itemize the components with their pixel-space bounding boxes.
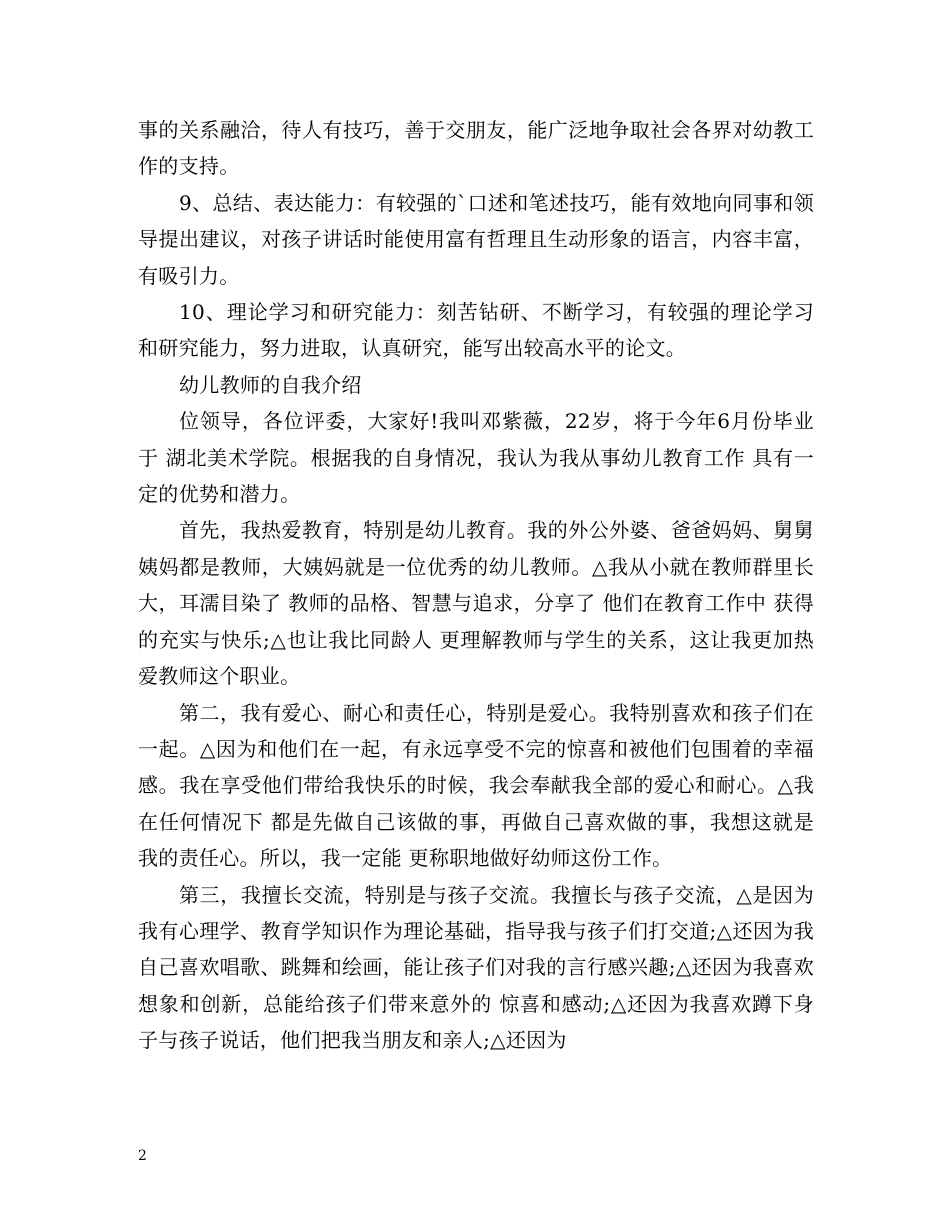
page-number: 2 <box>138 1148 147 1164</box>
body-text <box>138 112 814 1059</box>
paragraph: 首先，我热爱教育，特别是幼儿教育。我的外公外婆、爸爸妈妈、舅舅姨妈都是教师，大姨妈就是一位优秀的幼儿教师。△我从小就在教师群里长大，耳濡目染了 教师的品格、智慧与追求，分享了 他们在教育工作中 获得的充实与快乐;△也让我比同龄人 更理解教师与学生的关系，这让我更加热爱教师这个职业。 <box>138 518 814 689</box>
paragraph: 第二，我有爱心、耐心和责任心，特别是爱心。我特别喜欢和孩子们在一起。△因为和他们在一起，有永远享受不完的惊喜和被他们包围着的幸福感。我在享受他们带给我快乐的时候，我会奉献我全部的爱心和耐心。△我在任何情况下 都是先做自己该做的事，再做自己喜欢做的事，我想这就是我的责任心。所以，我一定能 更称职地做好幼师这份工作。 <box>138 700 814 871</box>
section-heading: 幼儿教师的自我介绍 <box>179 372 362 397</box>
paragraph: 9、总结、表达能力：有较强的`口述和笔述技巧，能有效地向同事和领导提出建议，对孩子讲话时能使用富有哲理且生动形象的语言，内容丰富，有吸引力。 <box>138 190 814 288</box>
paragraph: 事的关系融洽，待人有技巧，善于交朋友，能广泛地争取社会各界对幼教工作的支持。 <box>138 118 814 179</box>
paragraph: 位领导，各位评委，大家好!我叫邓紫薇，22岁，将于今年6月份毕业于 湖北美术学院。根据我的自身情况，我认为我从事幼儿教育工作 具有一定的优势和潜力。 <box>138 409 814 507</box>
paragraph: 10、理论学习和研究能力：刻苦钻研、不断学习，有较强的理论学习和研究能力，努力进取，认真研究，能写出较高水平的论文。 <box>138 300 814 361</box>
paragraph: 第三，我擅长交流，特别是与孩子交流。我擅长与孩子交流，△是因为我有心理学、教育学知识作为理论基础，指导我与孩子们打交道;△还因为我自己喜欢唱歌、跳舞和绘画，能让孩子们对我的言行感兴趣;△还因为我喜欢想象和创新，总能给孩子们带来意外的 惊喜和感动;△还因为我喜欢蹲下身子与孩子说话，他们把我当朋友和亲人;△还因为 <box>138 882 814 1053</box>
